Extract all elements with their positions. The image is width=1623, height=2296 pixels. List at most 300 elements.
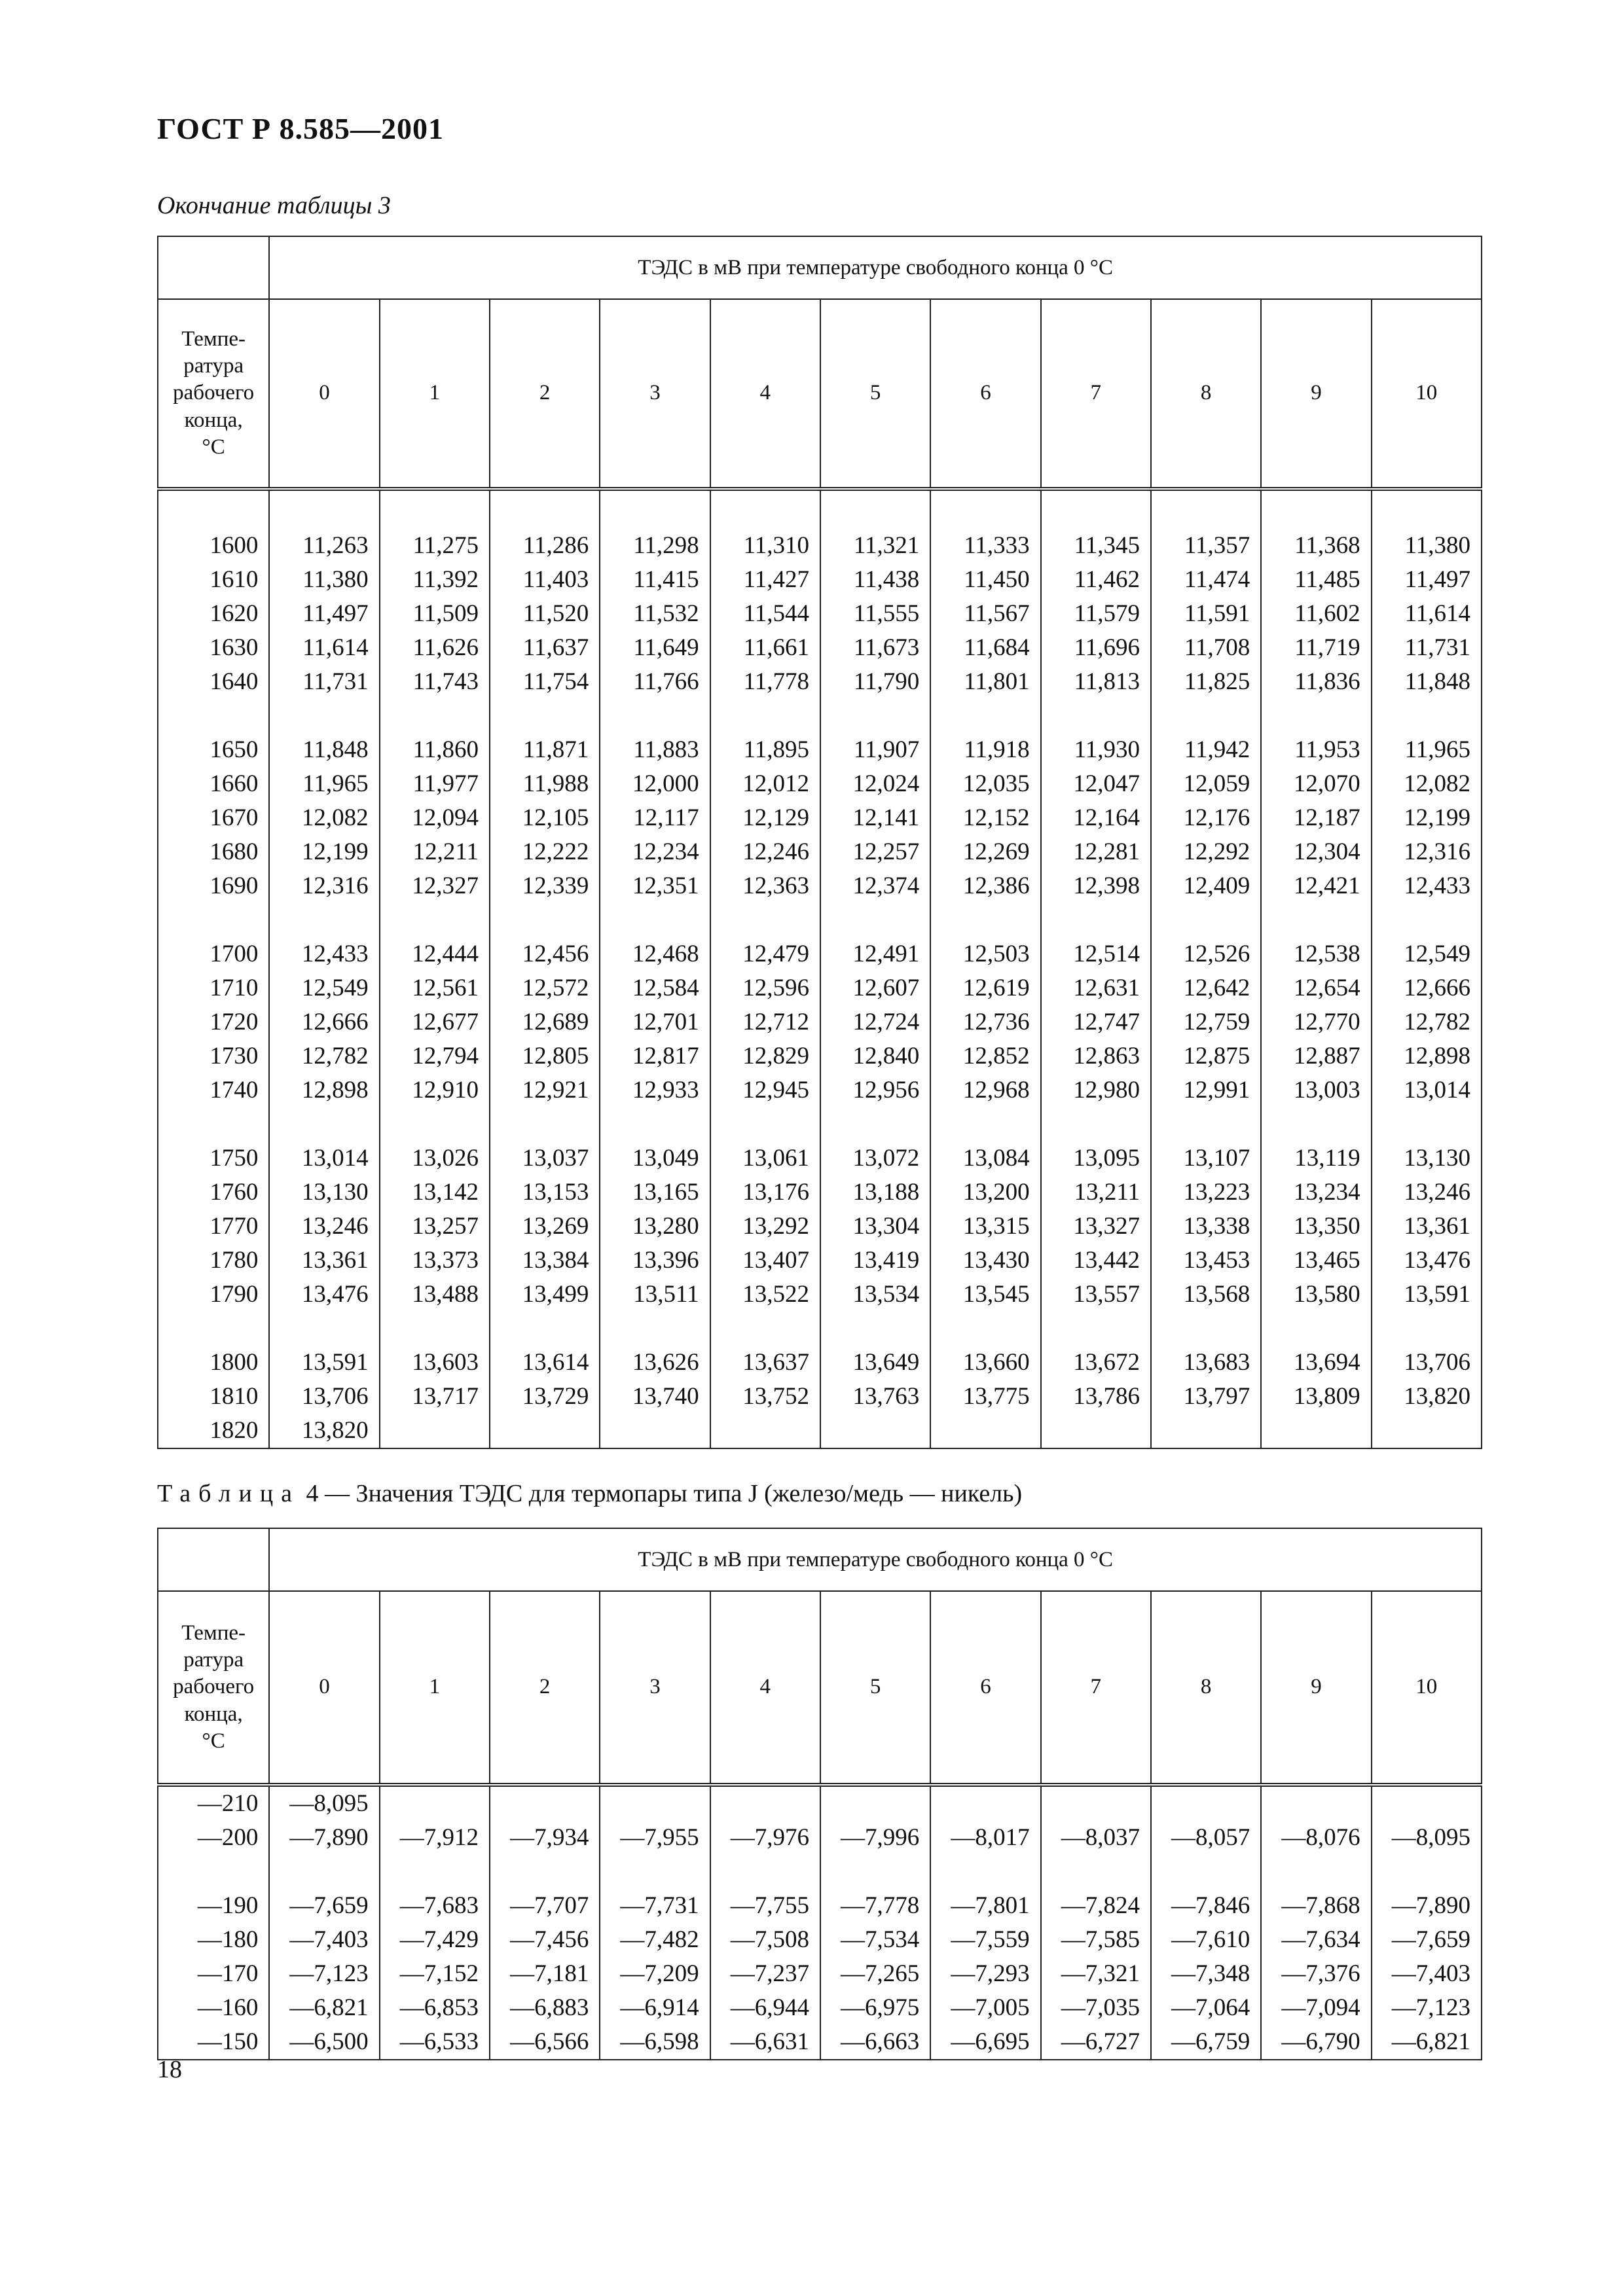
empty-cell (269, 699, 379, 733)
emf-value-cell: 12,222 (490, 835, 600, 869)
emf-value-cell: 11,380 (1372, 529, 1482, 563)
emf-value-cell: 12,654 (1261, 971, 1371, 1005)
gap-row (158, 1855, 1482, 1889)
empty-cell (1372, 489, 1482, 529)
empty-cell (1372, 699, 1482, 733)
empty-cell (930, 1855, 1040, 1889)
emf-value-cell: —7,152 (380, 1957, 490, 1991)
emf-value-cell (380, 1414, 490, 1448)
emf-value-cell: —6,944 (710, 1991, 820, 2025)
emf-value-cell: 12,363 (710, 869, 820, 903)
emf-value-cell: 12,898 (269, 1073, 379, 1107)
emf-value-cell: 12,898 (1372, 1039, 1482, 1073)
emf-value-cell: —6,533 (380, 2025, 490, 2060)
table3-emf-values (157, 236, 1482, 1449)
emf-value-cell: —8,095 (269, 1785, 379, 1821)
emf-value-cell: 12,398 (1041, 869, 1151, 903)
emf-value-cell: 11,321 (820, 529, 930, 563)
emf-value-cell (600, 1785, 710, 1821)
empty-cell (710, 903, 820, 937)
emf-value-cell: 13,672 (1041, 1346, 1151, 1380)
emf-value-cell: 12,433 (1372, 869, 1482, 903)
column-header: 5 (820, 1591, 930, 1785)
emf-value-cell: —7,846 (1151, 1889, 1261, 1923)
empty-cell (1372, 1107, 1482, 1141)
temperature-cell: —180 (158, 1923, 269, 1957)
empty-cell (820, 1312, 930, 1346)
emf-value-cell: 11,848 (1372, 665, 1482, 699)
temperature-cell: 1720 (158, 1005, 269, 1039)
emf-value-cell: 13,338 (1151, 1210, 1261, 1244)
emf-value-cell: 13,557 (1041, 1278, 1151, 1312)
emf-value-cell: 12,047 (1041, 767, 1151, 801)
emf-value-cell: —7,293 (930, 1957, 1040, 1991)
emf-value-cell: 12,257 (820, 835, 930, 869)
emf-value-cell: 13,396 (600, 1244, 710, 1278)
emf-value-cell: 12,840 (820, 1039, 930, 1073)
column-header: 5 (820, 299, 930, 489)
empty-cell (820, 1107, 930, 1141)
emf-value-cell: 11,684 (930, 631, 1040, 665)
emf-value-cell: 11,403 (490, 563, 600, 597)
emf-value-cell: 11,462 (1041, 563, 1151, 597)
emf-value-cell: —8,076 (1261, 1821, 1371, 1855)
emf-value-cell: 12,316 (269, 869, 379, 903)
column-header: 2 (490, 1591, 600, 1785)
emf-value-cell: 11,743 (380, 665, 490, 699)
emf-value-cell: 12,433 (269, 937, 379, 971)
empty-cell (820, 699, 930, 733)
emf-value-cell: 13,200 (930, 1175, 1040, 1210)
emf-value-cell: —6,500 (269, 2025, 379, 2060)
emf-value-cell (1041, 1414, 1151, 1448)
emf-value-cell: 12,817 (600, 1039, 710, 1073)
emf-value-cell: 13,280 (600, 1210, 710, 1244)
column-header: 0 (269, 1591, 379, 1785)
table-row (158, 1380, 1482, 1414)
emf-value-cell: 11,673 (820, 631, 930, 665)
emf-value-cell: 12,596 (710, 971, 820, 1005)
emf-value-cell: 12,666 (269, 1005, 379, 1039)
emf-value-cell: 13,706 (269, 1380, 379, 1414)
emf-value-cell: 13,706 (1372, 1346, 1482, 1380)
emf-value-cell: —7,890 (1372, 1889, 1482, 1923)
column-header: 8 (1151, 1591, 1261, 1785)
emf-value-cell: 13,660 (930, 1346, 1040, 1380)
emf-value-cell: 11,380 (269, 563, 379, 597)
empty-cell (1372, 903, 1482, 937)
emf-value-cell: —7,534 (820, 1923, 930, 1957)
emf-value-cell: 11,485 (1261, 563, 1371, 597)
emf-value-cell: 13,820 (269, 1414, 379, 1448)
emf-value-cell: 13,534 (820, 1278, 930, 1312)
emf-value-cell: —7,005 (930, 1991, 1040, 2025)
emf-value-cell: 12,759 (1151, 1005, 1261, 1039)
document-code: ГОСТ Р 8.585—2001 (157, 112, 444, 145)
emf-value-cell: 12,246 (710, 835, 820, 869)
emf-value-cell: —7,996 (820, 1821, 930, 1855)
emf-value-cell: 13,568 (1151, 1278, 1261, 1312)
emf-value-cell: 13,003 (1261, 1073, 1371, 1107)
emf-value-cell: 12,351 (600, 869, 710, 903)
emf-value-cell: 11,813 (1041, 665, 1151, 699)
emf-value-cell: 13,037 (490, 1141, 600, 1175)
emf-value-cell: 11,345 (1041, 529, 1151, 563)
emf-value-cell: —7,559 (930, 1923, 1040, 1957)
emf-value-cell: 13,049 (600, 1141, 710, 1175)
emf-value-cell: 13,453 (1151, 1244, 1261, 1278)
emf-value-cell: 12,199 (269, 835, 379, 869)
emf-value-cell: 13,188 (820, 1175, 930, 1210)
emf-value-cell: 13,809 (1261, 1380, 1371, 1414)
table3-column-header-row (158, 299, 1482, 489)
empty-cell (1041, 699, 1151, 733)
emf-value-cell (600, 1414, 710, 1448)
empty-cell (1261, 1312, 1371, 1346)
emf-value-cell: 11,509 (380, 597, 490, 631)
table4-caption-text: 4 — Значения ТЭДС для термопары типа J (железо/медь — никель) (306, 1480, 1023, 1507)
emf-value-cell (930, 1414, 1040, 1448)
emf-value-cell: —7,403 (1372, 1957, 1482, 1991)
empty-cell (158, 1107, 269, 1141)
emf-value-cell: —7,890 (269, 1821, 379, 1855)
emf-value-cell: 11,333 (930, 529, 1040, 563)
temperature-cell: —210 (158, 1785, 269, 1821)
emf-value-cell: 11,520 (490, 597, 600, 631)
emf-value-cell: 11,696 (1041, 631, 1151, 665)
table-row (158, 2025, 1482, 2060)
emf-value-cell: 12,852 (930, 1039, 1040, 1073)
emf-value-cell: 13,649 (820, 1346, 930, 1380)
emf-value-cell: 12,199 (1372, 801, 1482, 835)
emf-value-cell: —7,265 (820, 1957, 930, 1991)
table-row (158, 1957, 1482, 1991)
emf-value-cell: 12,421 (1261, 869, 1371, 903)
emf-value-cell: 12,549 (1372, 937, 1482, 971)
emf-value-cell (380, 1785, 490, 1821)
emf-value-cell: 12,035 (930, 767, 1040, 801)
emf-value-cell: 11,871 (490, 733, 600, 767)
emf-value-cell: 11,988 (490, 767, 600, 801)
table-row (158, 631, 1482, 665)
emf-value-cell: 11,918 (930, 733, 1040, 767)
emf-value-cell: 12,701 (600, 1005, 710, 1039)
emf-value-cell: 11,930 (1041, 733, 1151, 767)
empty-cell (600, 1855, 710, 1889)
emf-value-cell: 12,187 (1261, 801, 1371, 835)
column-header: 7 (1041, 1591, 1151, 1785)
emf-value-cell: 13,153 (490, 1175, 600, 1210)
emf-value-cell: 12,805 (490, 1039, 600, 1073)
emf-value-cell: 12,503 (930, 937, 1040, 971)
emf-value-cell: 12,012 (710, 767, 820, 801)
empty-cell (710, 489, 820, 529)
empty-cell (380, 489, 490, 529)
emf-value-cell: 11,907 (820, 733, 930, 767)
emf-value-cell: 11,895 (710, 733, 820, 767)
table-row (158, 1821, 1482, 1855)
emf-value-cell: 12,000 (600, 767, 710, 801)
table-row (158, 869, 1482, 903)
emf-value-cell: 11,275 (380, 529, 490, 563)
empty-cell (600, 1312, 710, 1346)
emf-value-cell: 13,430 (930, 1244, 1040, 1278)
emf-value-cell: —7,209 (600, 1957, 710, 1991)
emf-value-cell: 12,386 (930, 869, 1040, 903)
empty-cell (820, 1855, 930, 1889)
emf-value-cell: 12,327 (380, 869, 490, 903)
emf-value-cell: 11,649 (600, 631, 710, 665)
emf-value-cell (820, 1785, 930, 1821)
emf-value-cell: 13,142 (380, 1175, 490, 1210)
column-header: 7 (1041, 299, 1151, 489)
empty-cell (380, 1107, 490, 1141)
empty-cell (158, 1312, 269, 1346)
emf-value-cell: 13,694 (1261, 1346, 1371, 1380)
emf-value-cell: —7,094 (1261, 1991, 1371, 2025)
emf-value-cell: 13,626 (600, 1346, 710, 1380)
corner-cell (158, 236, 269, 299)
emf-value-cell: —7,755 (710, 1889, 820, 1923)
column-header: 9 (1261, 1591, 1371, 1785)
emf-value-cell: 12,956 (820, 1073, 930, 1107)
emf-value-cell: —7,482 (600, 1923, 710, 1957)
empty-cell (1041, 1312, 1151, 1346)
emf-value-cell: 13,511 (600, 1278, 710, 1312)
emf-value-cell: 13,223 (1151, 1175, 1261, 1210)
emf-value-cell: 11,450 (930, 563, 1040, 597)
emf-value-cell: —6,663 (820, 2025, 930, 2060)
temperature-cell: 1680 (158, 835, 269, 869)
emf-value-cell: 11,719 (1261, 631, 1371, 665)
table-row (158, 529, 1482, 563)
table4-super-header: ТЭДС в мВ при температуре свободного конца 0 °С (269, 1528, 1482, 1591)
emf-value-cell: —6,727 (1041, 2025, 1151, 2060)
emf-value-cell: 11,357 (1151, 529, 1261, 563)
empty-cell (710, 699, 820, 733)
empty-cell (1261, 1107, 1371, 1141)
emf-value-cell (930, 1785, 1040, 1821)
emf-value-cell: —7,376 (1261, 1957, 1371, 1991)
emf-value-cell: 11,953 (1261, 733, 1371, 767)
emf-value-cell: 13,499 (490, 1278, 600, 1312)
emf-value-cell: 13,315 (930, 1210, 1040, 1244)
empty-cell (710, 1312, 820, 1346)
empty-cell (1372, 1855, 1482, 1889)
temperature-cell: —170 (158, 1957, 269, 1991)
emf-value-cell: 13,522 (710, 1278, 820, 1312)
emf-value-cell: —6,695 (930, 2025, 1040, 2060)
empty-cell (490, 1312, 600, 1346)
emf-value-cell: 12,292 (1151, 835, 1261, 869)
emf-value-cell: 11,825 (1151, 665, 1261, 699)
emf-value-cell: —7,610 (1151, 1923, 1261, 1957)
column-header: 9 (1261, 299, 1371, 489)
emf-value-cell (710, 1414, 820, 1448)
emf-value-cell: 12,129 (710, 801, 820, 835)
emf-value-cell: 11,614 (269, 631, 379, 665)
emf-value-cell: 12,339 (490, 869, 600, 903)
emf-value-cell: 11,544 (710, 597, 820, 631)
emf-value-cell: 11,766 (600, 665, 710, 699)
empty-cell (1261, 1855, 1371, 1889)
emf-value-cell: 11,731 (269, 665, 379, 699)
emf-value-cell (1151, 1785, 1261, 1821)
emf-value-cell: 12,945 (710, 1073, 820, 1107)
temperature-cell: 1690 (158, 869, 269, 903)
emf-value-cell: 11,754 (490, 665, 600, 699)
table-row (158, 835, 1482, 869)
emf-value-cell: —7,585 (1041, 1923, 1151, 1957)
spacer-row (158, 489, 1482, 529)
temperature-cell: 1620 (158, 597, 269, 631)
emf-value-cell: —7,912 (380, 1821, 490, 1855)
table-row (158, 1785, 1482, 1821)
emf-value-cell: 12,479 (710, 937, 820, 971)
emf-value-cell: 12,863 (1041, 1039, 1151, 1073)
emf-value-cell: 13,257 (380, 1210, 490, 1244)
emf-value-cell: 12,770 (1261, 1005, 1371, 1039)
emf-value-cell: —7,868 (1261, 1889, 1371, 1923)
emf-value-cell (1372, 1785, 1482, 1821)
emf-value-cell: 11,965 (269, 767, 379, 801)
temperature-cell: 1600 (158, 529, 269, 563)
table-row (158, 1073, 1482, 1107)
emf-value-cell: 13,488 (380, 1278, 490, 1312)
table4-caption (157, 1479, 1022, 1508)
emf-value-cell: 12,572 (490, 971, 600, 1005)
emf-value-cell: 11,438 (820, 563, 930, 597)
empty-cell (1151, 1312, 1261, 1346)
emf-value-cell: 12,105 (490, 801, 600, 835)
empty-cell (1151, 1855, 1261, 1889)
emf-value-cell: 13,350 (1261, 1210, 1371, 1244)
emf-value-cell: 13,246 (1372, 1175, 1482, 1210)
emf-value-cell (1372, 1414, 1482, 1448)
emf-value-cell: 13,176 (710, 1175, 820, 1210)
emf-value-cell: 11,836 (1261, 665, 1371, 699)
emf-value-cell: 13,361 (1372, 1210, 1482, 1244)
emf-value-cell: 12,875 (1151, 1039, 1261, 1073)
empty-cell (490, 1855, 600, 1889)
empty-cell (710, 1107, 820, 1141)
emf-value-cell: 12,561 (380, 971, 490, 1005)
emf-value-cell: 11,263 (269, 529, 379, 563)
temperature-cell: 1790 (158, 1278, 269, 1312)
emf-value-cell: —7,824 (1041, 1889, 1151, 1923)
table-row (158, 1244, 1482, 1278)
emf-value-cell: 11,427 (710, 563, 820, 597)
emf-value-cell: 11,579 (1041, 597, 1151, 631)
emf-value-cell: 11,860 (380, 733, 490, 767)
emf-value-cell: 12,991 (1151, 1073, 1261, 1107)
emf-value-cell: 12,304 (1261, 835, 1371, 869)
emf-value-cell: 12,968 (930, 1073, 1040, 1107)
emf-value-cell: 13,545 (930, 1278, 1040, 1312)
emf-value-cell: —7,123 (1372, 1991, 1482, 2025)
table-row (158, 1039, 1482, 1073)
empty-cell (930, 903, 1040, 937)
gap-row (158, 903, 1482, 937)
emf-value-cell: 11,415 (600, 563, 710, 597)
empty-cell (1151, 489, 1261, 529)
gap-row (158, 1312, 1482, 1346)
emf-value-cell: 13,234 (1261, 1175, 1371, 1210)
emf-value-cell: 13,130 (1372, 1141, 1482, 1175)
temperature-cell: 1670 (158, 801, 269, 835)
empty-cell (1041, 1855, 1151, 1889)
emf-value-cell: 11,661 (710, 631, 820, 665)
column-header: 3 (600, 1591, 710, 1785)
emf-value-cell: 12,619 (930, 971, 1040, 1005)
emf-value-cell: —8,037 (1041, 1821, 1151, 1855)
column-header: 4 (710, 299, 820, 489)
emf-value-cell: —7,181 (490, 1957, 600, 1991)
empty-cell (490, 1107, 600, 1141)
empty-cell (380, 1312, 490, 1346)
emf-value-cell: 11,497 (1372, 563, 1482, 597)
temperature-cell: 1730 (158, 1039, 269, 1073)
table-row (158, 971, 1482, 1005)
emf-value-cell: —8,057 (1151, 1821, 1261, 1855)
table-row (158, 1005, 1482, 1039)
column-header: 6 (930, 299, 1040, 489)
emf-value-cell (710, 1785, 820, 1821)
emf-value-cell: 13,465 (1261, 1244, 1371, 1278)
empty-cell (490, 903, 600, 937)
emf-value-cell: —7,778 (820, 1889, 930, 1923)
empty-cell (490, 489, 600, 529)
table-row (158, 665, 1482, 699)
temperature-cell: 1820 (158, 1414, 269, 1448)
empty-cell (490, 699, 600, 733)
emf-value-cell: 12,082 (269, 801, 379, 835)
column-header: 10 (1372, 299, 1482, 489)
temperature-cell: 1740 (158, 1073, 269, 1107)
empty-cell (158, 903, 269, 937)
empty-cell (600, 489, 710, 529)
emf-value-cell: 13,614 (490, 1346, 600, 1380)
emf-value-cell: —7,634 (1261, 1923, 1371, 1957)
emf-value-cell: 13,165 (600, 1175, 710, 1210)
emf-value-cell: 11,567 (930, 597, 1040, 631)
emf-value-cell: 13,683 (1151, 1346, 1261, 1380)
emf-value-cell: 11,474 (1151, 563, 1261, 597)
emf-value-cell: 12,456 (490, 937, 600, 971)
table4-caption-prefix: Таблица (157, 1480, 301, 1507)
emf-value-cell: 13,014 (1372, 1073, 1482, 1107)
table-row (158, 563, 1482, 597)
empty-cell (380, 1855, 490, 1889)
emf-value-cell: 13,442 (1041, 1244, 1151, 1278)
emf-value-cell: 13,327 (1041, 1210, 1151, 1244)
emf-value-cell: 11,942 (1151, 733, 1261, 767)
column-header: 6 (930, 1591, 1040, 1785)
temperature-cell: 1700 (158, 937, 269, 971)
emf-value-cell: 12,070 (1261, 767, 1371, 801)
emf-value-cell: 12,666 (1372, 971, 1482, 1005)
emf-value-cell: 11,614 (1372, 597, 1482, 631)
emf-value-cell: 13,476 (269, 1278, 379, 1312)
emf-value-cell: 12,910 (380, 1073, 490, 1107)
emf-value-cell: —7,348 (1151, 1957, 1261, 1991)
emf-value-cell: 11,977 (380, 767, 490, 801)
emf-value-cell: 11,602 (1261, 597, 1371, 631)
emf-value-cell (490, 1785, 600, 1821)
emf-value-cell: 12,269 (930, 835, 1040, 869)
table3-continuation-caption: Окончание таблицы 3 (157, 192, 391, 219)
emf-value-cell: 13,419 (820, 1244, 930, 1278)
